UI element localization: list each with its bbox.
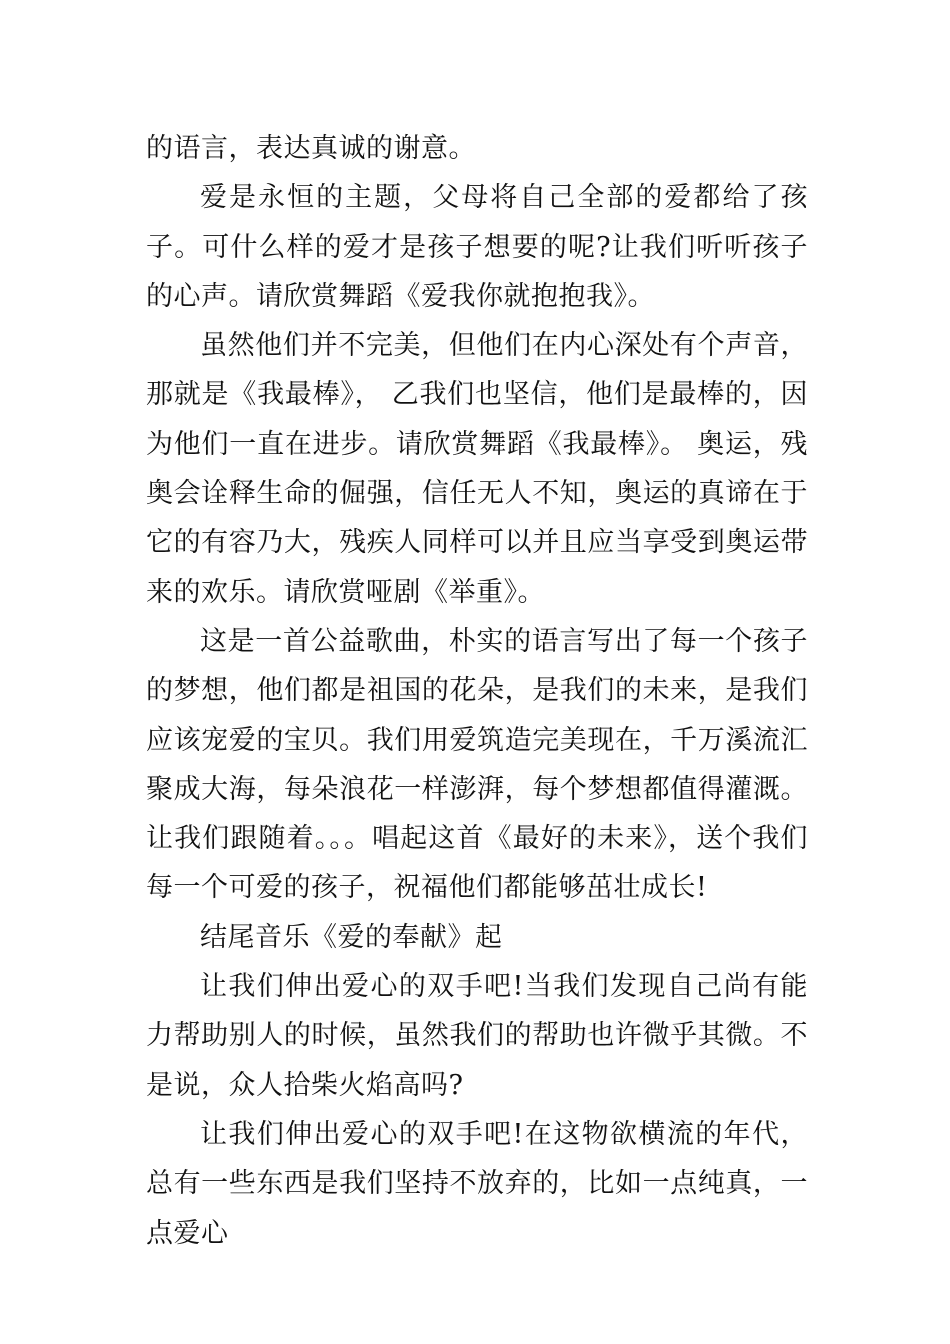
paragraph-1: 的语言，表达真诚的谢意。 xyxy=(146,133,476,164)
paragraph-6: 让我们伸出爱心的双手吧!当我们发现自己尚有能力帮助别人的时候，虽然我们的帮助也许微乎其微。不是说，众人拾柴火焰高吗? xyxy=(146,971,808,1101)
paragraph-3: 虽然他们并不完美，但他们在内心深处有个声音，那就是《我最棒》， 乙我们也坚信，他们是最棒的，因为他们一直在进步。请欣赏舞蹈《我最棒》。 奥运，残奥会诠释生命的倔强，信任无人不知，奥运的真谛在于它的有容乃大，残疾人同样可以并且应当享受到奥运带来的欢乐。请欣赏哑剧《举重》。 xyxy=(146,330,808,608)
paragraph-2: 爱是永恒的主题，父母将自己全部的爱都给了孩子。可什么样的爱才是孩子想要的呢?让我们听听孩子的心声。请欣赏舞蹈《爱我你就抱抱我》。 xyxy=(146,182,808,312)
paragraph-7: 让我们伸出爱心的双手吧!在这物欲横流的年代，总有一些东西是我们坚持不放弃的，比如一点纯真，一点爱心 xyxy=(146,1118,808,1249)
paragraph-5: 结尾音乐《爱的奉献》起 xyxy=(200,921,503,953)
paragraph-4: 这是一首公益歌曲，朴实的语言写出了每一个孩子的梦想，他们都是祖国的花朵，是我们的未来，是我们应该宠爱的宝贝。我们用爱筑造完美现在，千万溪流汇聚成大海，每朵浪花一样澎湃，每个梦想都值得灌溉。让我们跟随着。。。唱起这首《最好的未来》，送个我们每一个可爱的孩子，祝福他们都能够茁壮成长! xyxy=(146,625,808,904)
document-page xyxy=(146,124,808,1258)
